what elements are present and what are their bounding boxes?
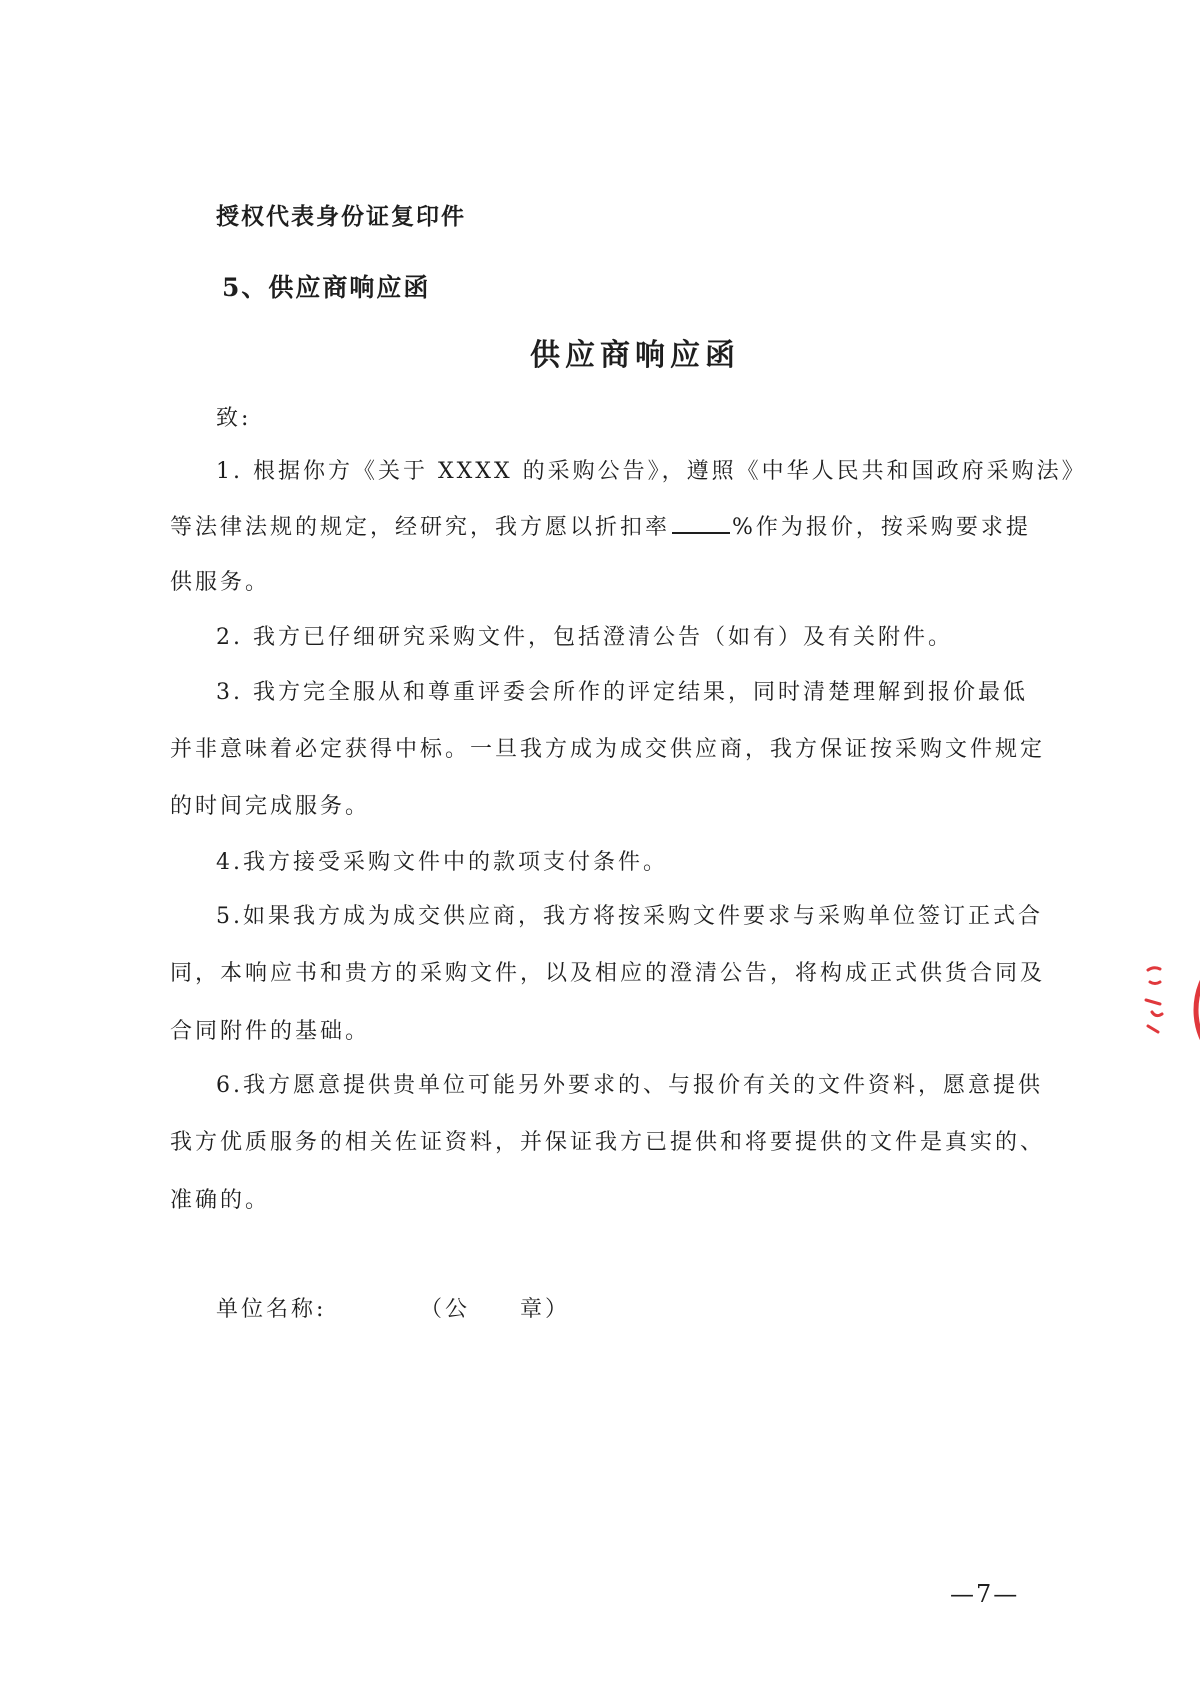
seal-label: （公 章） [420, 1297, 571, 1322]
discount-rate-blank [672, 512, 730, 534]
page-number: —7— [950, 1580, 1020, 1608]
paragraph-6-line-2: 我方优质服务的相关佐证资料，并保证我方已提供和将要提供的文件是真实的、 [170, 1130, 1046, 1155]
salutation: 致: [216, 406, 252, 431]
paragraph-3-line-2: 并非意味着必定获得中标。一旦我方成为成交供应商，我方保证按采购文件规定 [170, 737, 1046, 762]
paragraph-3-line-3: 的时间完成服务。 [170, 794, 371, 819]
unit-name-label: 单位名称: [216, 1297, 327, 1322]
paragraph-2-line-1: 2. 我方已仔细研究采购文件，包括澄清公告（如有）及有关附件。 [216, 625, 953, 650]
paragraph-3-line-1: 3. 我方完全服从和尊重评委会所作的评定结果，同时清楚理解到报价最低 [216, 680, 1028, 705]
red-seal-stamp-icon [1128, 930, 1200, 1090]
section-heading: 5、供应商响应函 [222, 273, 431, 302]
paragraph-1-line-2 [170, 512, 1031, 543]
paragraph-1-line-3: 供服务。 [170, 570, 271, 595]
paragraph-6-line-3: 准确的。 [170, 1188, 271, 1213]
paragraph-1-line-1: 1. 根据你方《关于 XXXX 的采购公告》，遵照《中华人民共和国政府采购法》 [216, 459, 1087, 484]
document-title: 供应商响应函 [530, 338, 740, 373]
paragraph-1-line-2-after: %作为报价，按采购要求提 [732, 515, 1031, 540]
paragraph-5-line-2: 同，本响应书和贵方的采购文件，以及相应的澄清公告，将构成正式供货合同及 [170, 961, 1046, 986]
paragraph-5-line-3: 合同附件的基础。 [170, 1019, 371, 1044]
paragraph-5-line-1: 5.如果我方成为成交供应商，我方将按采购文件要求与采购单位签订正式合 [216, 904, 1043, 929]
id-copy-label: 授权代表身份证复印件 [216, 203, 466, 230]
paragraph-1-line-2-before: 等法律法规的规定，经研究，我方愿以折扣率 [170, 515, 671, 540]
paragraph-4-line-1: 4.我方接受采购文件中的款项支付条件。 [216, 850, 668, 875]
paragraph-6-line-1: 6.我方愿意提供贵单位可能另外要求的、与报价有关的文件资料，愿意提供 [216, 1073, 1043, 1098]
